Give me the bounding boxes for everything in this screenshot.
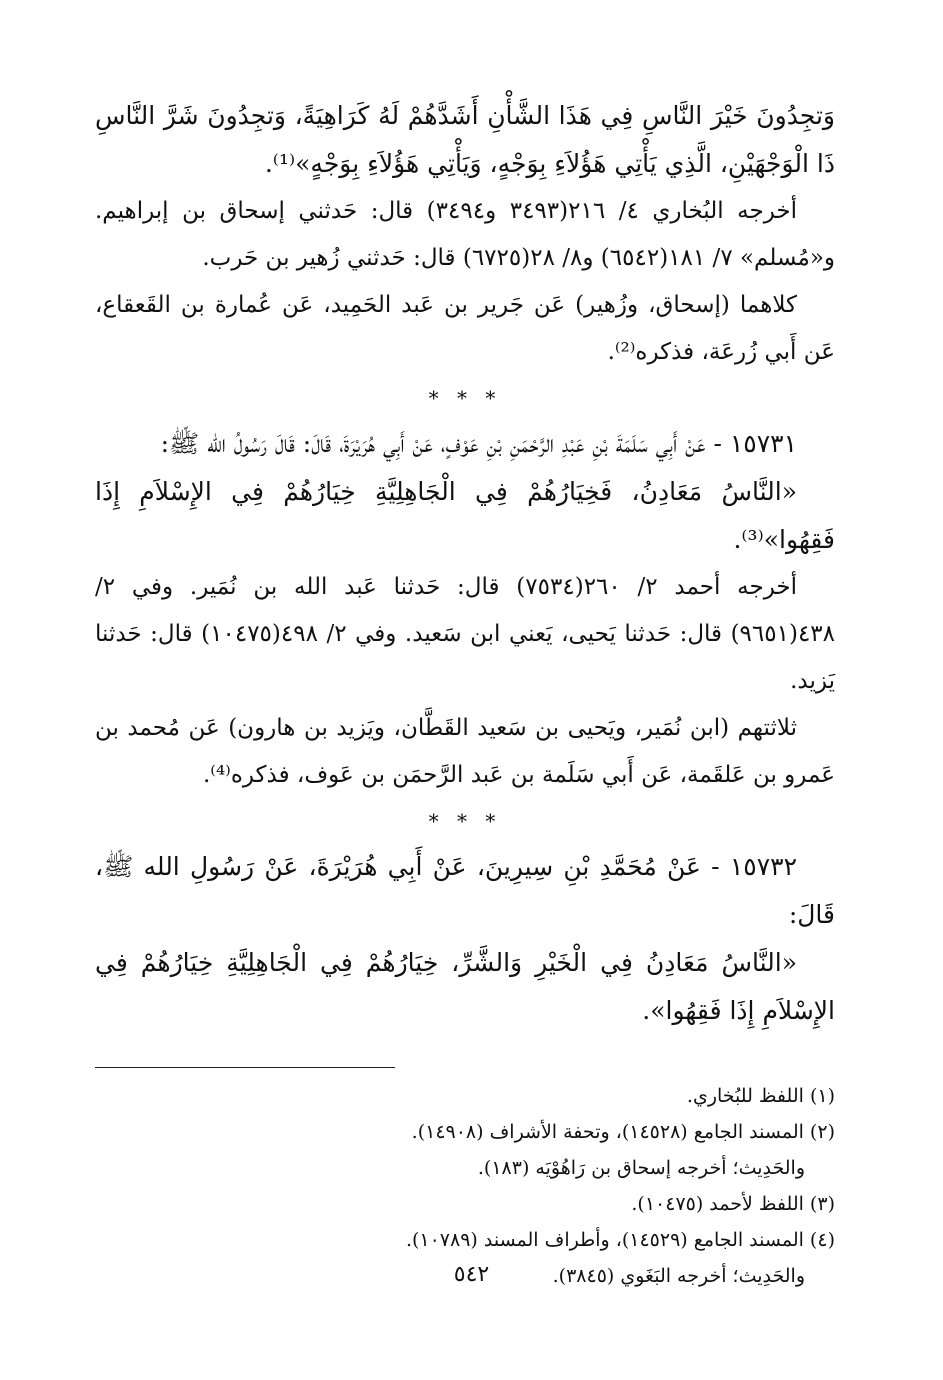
page-number: ٥٤٢ xyxy=(453,1262,490,1287)
footnote-2-continuation: والحَدِيث؛ أخرجه إسحاق بن رَاهُوْيَه (١٨٣). xyxy=(477,1157,805,1179)
isnad-paragraph: كلاهما (إسحاق، وزُهير) عَن جَرير بن عَبد الحَمِيد، عَن عُمارة بن القَعقاع، عَن أَبي زُرعَة، فذكره⁽²⁾. xyxy=(95,292,835,365)
isnad-paragraph: ثلاثتهم (ابن نُمَير، ويَحيى بن سَعيد القَطَّان، ويَزيد بن هارون) عَن مُحمد بن عَمرو بن عَلقَمة، عَن أَبي سَلَمة بن عَبد الرَّحمَن بن عَوف، فذكره⁽⁴⁾. xyxy=(95,715,835,788)
footnote-divider xyxy=(95,1067,395,1068)
footnote-4-continuation: والحَدِيث؛ أخرجه البَغَوي (٣٨٤٥). xyxy=(552,1265,805,1287)
hadith-matn-15731: «النَّاسُ مَعَادِنُ، فَخِيَارُهُمْ فِي الْجَاهِلِيَّةِ خِيَارُهُمْ فِي الإِسْلاَمِ إِذَا فَقِهُوا»⁽³⁾. xyxy=(95,477,835,554)
takhrij-paragraph: أخرجه أحمد ٢/ ٢٦٠(٧٥٣٤) قال: حَدثنا عَبد الله بن نُمَير. وفي ٢/ ٤٣٨(٩٦٥١) قال: حَدثنا يَحيى، يَعني ابن سَعيد. وفي ٢/ ٤٩٨(١٠٤٧٥) قال: حَدثنا يَزيد. xyxy=(95,574,836,694)
hadith-heading-15731: ١٥٧٣١ - عَنْ أَبِي سَلَمَةَ بْنِ عَبْدِ الرَّحْمَنِ بْنِ عَوْفٍ، عَنْ أَبِي هُرَيْرَةَ، قَالَ: قَالَ رَسُولُ الله ﷺ: xyxy=(160,429,797,458)
hadith-matn-15732: «النَّاسُ مَعَادِنُ فِي الْخَيْرِ وَالشَّرِّ، خِيَارُهُمْ فِي الْجَاهِلِيَّةِ خِيَارُهُمْ فِي الإِسْلاَمِ إِذَا فَقِهُوا». xyxy=(95,948,835,1025)
section-separator: * * * xyxy=(428,809,502,833)
section-separator: * * * xyxy=(428,386,502,410)
page-body xyxy=(95,92,835,1294)
hadith-text-continuation: وَتجِدُونَ خَيْرَ النَّاسِ فِي هَذَا الشَّأْنِ أَشَدَّهُمْ لَهُ كَرَاهِيَةً، وَتجِدُونَ شَرَّ النَّاسِ ذَا الْوَجْهَيْنِ، الَّذِي يَأْتِي هَؤُلاَءِ بِوَجْهٍ، وَيَأْتِي هَؤُلاَءِ بِوَجْهٍ»⁽¹⁾. xyxy=(95,101,835,178)
footnote-3: (٣) اللفظ لأحمد (١٠٤٧٥). xyxy=(631,1193,835,1215)
takhrij-paragraph: أخرجه البُخاري ٤/ ٢١٦(٣٤٩٣ و٣٤٩٤) قال: حَدثني إسحاق بن إبراهيم. و«مُسلم» ٧/ ١٨١(٦٥٤٢) و٨/ ٢٨(٦٧٢٥) قال: حَدثني زُهير بن حَرب. xyxy=(95,198,835,271)
footnote-1: (١) اللفظ للبُخاري. xyxy=(686,1085,835,1107)
footnote-2: (٢) المسند الجامع (١٤٥٢٨)، وتحفة الأشراف (١٤٩٠٨). xyxy=(411,1121,835,1143)
footnote-4: (٤) المسند الجامع (١٤٥٢٩)، وأطراف المسند (١٠٧٨٩). xyxy=(405,1229,835,1251)
hadith-heading-15732: ١٥٧٣٢ - عَنْ مُحَمَّدِ بْنِ سِيرِينَ، عَنْ أَبِي هُرَيْرَةَ، عَنْ رَسُولِ الله ﷺ، قَالَ: xyxy=(95,852,835,929)
